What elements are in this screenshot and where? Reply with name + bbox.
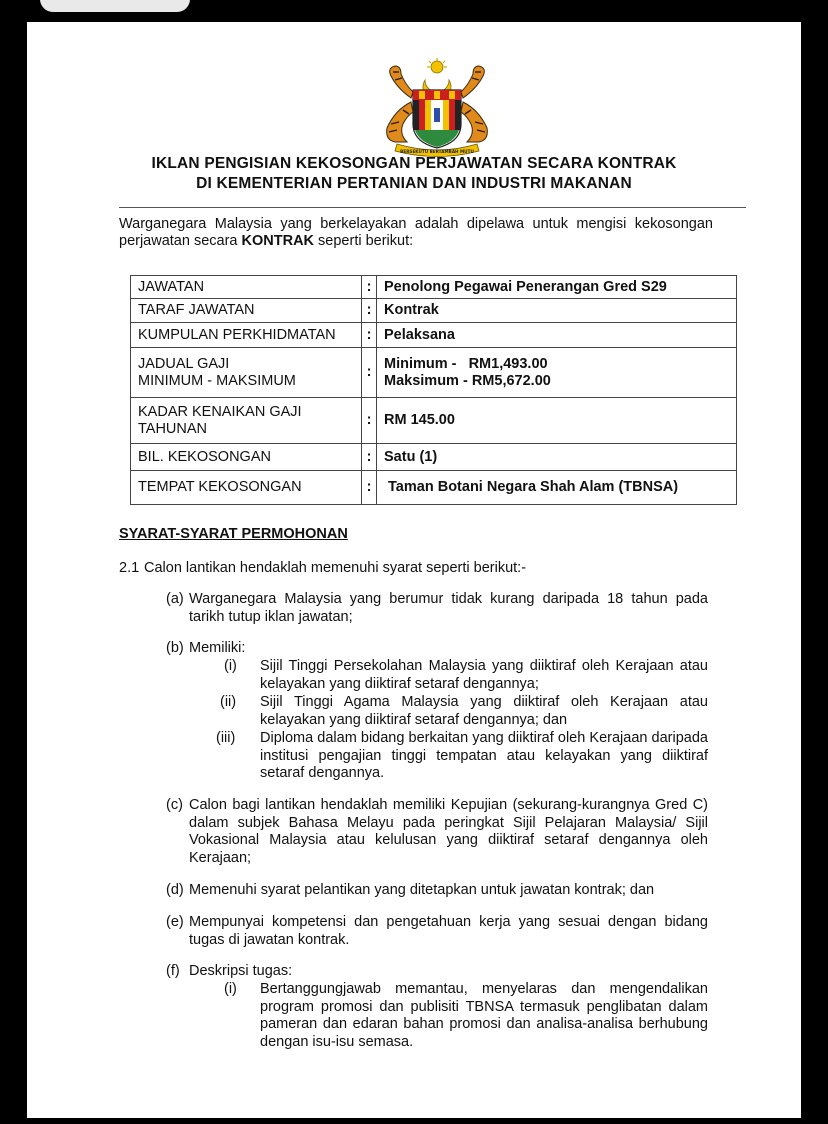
item-b-ii-label: (ii) [220,694,237,710]
page-title-line-2: DI KEMENTERIAN PERTANIAN DAN INDUSTRI MAKANAN [196,175,632,192]
item-b-i-label: (i) [224,658,237,674]
item-b-i-text: Sijil Tinggi Persekolahan Malaysia yang diiktiraf oleh Kerajaan atau kelayakan yang diiktiraf setaraf dengannya; [260,658,708,692]
intro-paragraph [119,216,713,250]
item-b-label: (b) [166,640,184,656]
table-row [131,299,737,323]
coat-of-arms-icon [367,58,507,158]
table-row [131,444,737,471]
position-info-table [130,275,737,505]
table-row [131,323,737,348]
item-e-text: Mempunyai kompetensi dan pengetahuan kerja yang sesuai dengan bidang tugas di jawatan kontrak. [189,914,708,948]
colon: : [362,398,377,444]
item-b-text: Memiliki: [189,640,246,656]
row-label-line-2: MINIMUM - MAKSIMUM [138,372,296,389]
item-a-text: Warganegara Malaysia yang berumur tidak kurang daripada 18 tahun pada tarikh tutup iklan jawatan; [189,591,708,625]
item-e-label: (e) [166,914,184,930]
row-label-line-1: JADUAL GAJI [138,355,230,372]
row-label-line-1: KADAR KENAIKAN GAJI [138,403,302,420]
item-c-label: (c) [166,797,183,813]
row-label [131,348,362,398]
row-value: Pelaksana [377,323,737,348]
document-page [27,22,801,1118]
item-f-text: Deskripsi tugas: [189,963,293,979]
table-row [131,398,737,444]
row-label-line-2: TAHUNAN [138,420,208,437]
table-row [131,348,737,398]
item-f-label: (f) [166,963,180,979]
shield-icon [413,90,461,148]
row-value: Taman Botani Negara Shah Alam (TBNSA) [377,471,737,505]
tiger-right-icon [461,66,487,142]
item-c-text: Calon bagi lantikan hendaklah memiliki Kepujian (sekurang-kurangnya Gred C) dalam subjek Bahasa Melayu pada peringkat Sijil Pelajaran Malaysia/ Sijil Vokasional Malaysia atau kelulusan yang diiktiraf setaraf dengannya oleh Kerajaan; [189,797,708,866]
row-value: Kontrak [377,299,737,323]
tiger-left-icon [387,66,413,142]
window-tab [40,0,190,12]
salary-minimum: Minimum - RM1,493.00 [384,355,548,372]
row-label: JAWATAN [131,276,362,299]
motto-text: BERSEKUTU BERTAMBAH MUTU [400,149,474,154]
item-f-i-label: (i) [224,981,237,997]
row-value: Satu (1) [377,444,737,471]
item-b-iii-label: (iii) [216,730,236,746]
row-label: TEMPAT KEKOSONGAN [131,471,362,505]
clause-number: 2.1 [119,560,140,576]
row-value: Penolong Pegawai Penerangan Gred S29 [377,276,737,299]
colon: : [362,444,377,471]
intro-text: Warganegara Malaysia yang berkelayakan adalah dipelawa untuk mengisi kekosongan perjawatan secara [119,216,713,249]
row-label [131,398,362,444]
table-row [131,471,737,505]
section-heading: SYARAT-SYARAT PERMOHONAN [119,526,348,542]
item-b-ii-text: Sijil Tinggi Agama Malaysia yang diiktiraf oleh Kerajaan atau kelayakan yang diiktiraf setaraf dengannya; dan [260,694,708,728]
colon: : [362,348,377,398]
page-title-line-1: IKLAN PENGISIAN KEKOSONGAN PERJAWATAN SECARA KONTRAK [151,155,677,172]
row-value: RM 145.00 [377,398,737,444]
item-b-iii-text: Diploma dalam bidang berkaitan yang diiktiraf oleh Kerajaan daripada institusi pengajian tinggi tempatan atau kelayakan yang diiktiraf setaraf dengannya. [260,730,708,781]
item-d-label: (d) [166,882,184,898]
item-f-i-text: Bertanggungjawab memantau, menyelaras dan mengendalikan program promosi dan publisiti TBNSA termasuk penglibatan dalam pameran dan edaran bahan promosi dan analisa-analisa berhubung dengan isu-isu semasa. [260,981,708,1050]
salary-maximum: Maksimum - RM5,672.00 [384,372,551,389]
colon: : [362,299,377,323]
table-row [131,276,737,299]
intro-bold: KONTRAK [241,233,315,249]
colon: : [362,323,377,348]
row-value [377,348,737,398]
clause-text: Calon lantikan hendaklah memenuhi syarat seperti berikut:- [144,560,527,576]
title-divider [119,207,746,208]
row-label: KUMPULAN PERKHIDMATAN [131,323,362,348]
colon: : [362,471,377,505]
row-label: BIL. KEKOSONGAN [131,444,362,471]
row-label: TARAF JAWATAN [131,299,362,323]
item-a-label: (a) [166,591,184,607]
item-d-text: Memenuhi syarat pelantikan yang ditetapkan untuk jawatan kontrak; dan [189,882,655,898]
colon: : [362,276,377,299]
intro-text-end: seperti berikut: [314,233,414,249]
